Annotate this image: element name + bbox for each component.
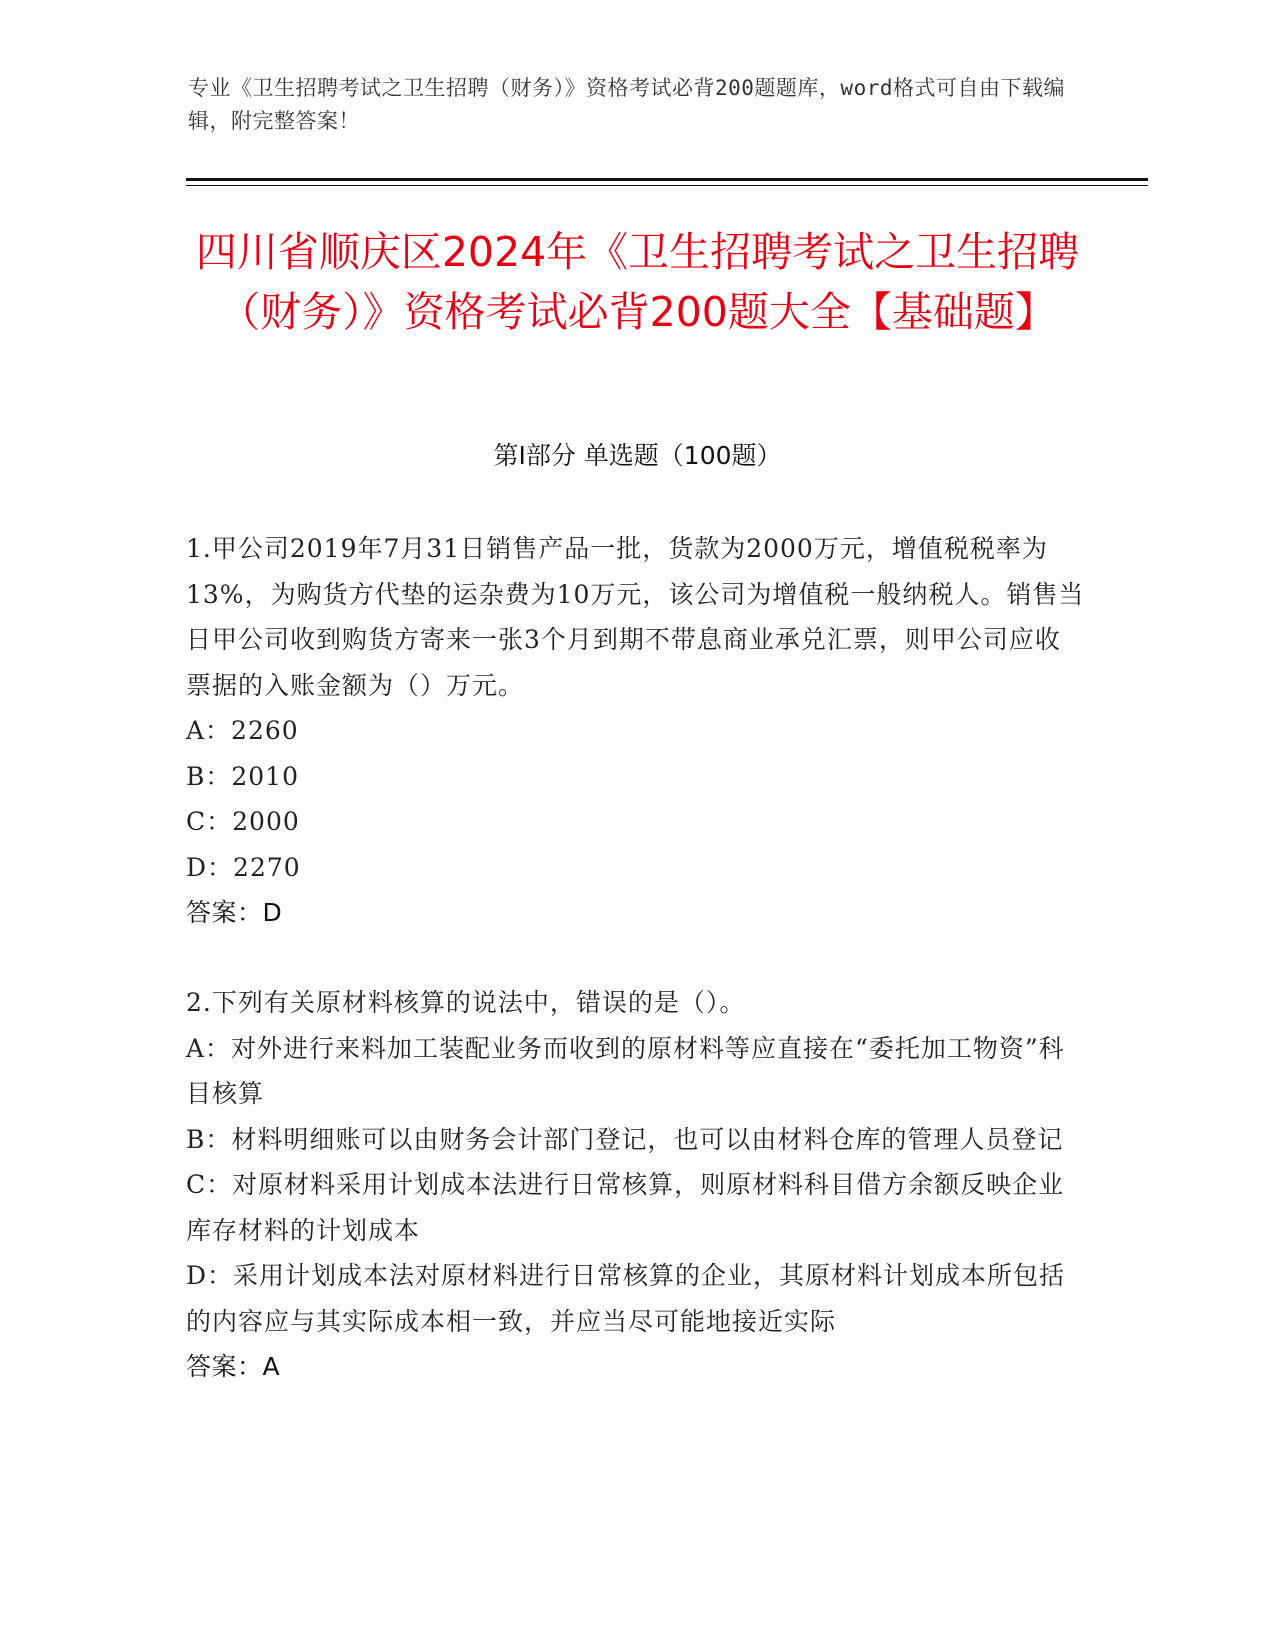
option-b: B：2010 [186, 761, 299, 791]
question-stem: 2.下列有关原材料核算的说法中，错误的是（）。 [186, 988, 746, 1017]
header-divider-thin [186, 185, 1148, 186]
option-b: B：材料明细账可以由财务会计部门登记，也可以由材料仓库的管理人员登记 [186, 1124, 1064, 1154]
question-1 [186, 526, 1086, 936]
section-heading: 第I部分 单选题（100题） [493, 441, 782, 470]
option-d: D：2270 [186, 852, 301, 882]
option-c: C：对原材料采用计划成本法进行日常核算，则原材料科目借方余额反映企业库存材料的计划成本 [186, 1170, 1065, 1245]
answer: 答案：D [186, 898, 283, 927]
option-a: A：对外进行来料加工装配业务而收到的原材料等应直接在“委托加工物资”科目核算 [186, 1033, 1065, 1108]
document-title: 四川省顺庆区2024年《卫生招聘考试之卫生招聘（财务）》资格考试必背200题大全【基础题】 [195, 228, 1080, 336]
option-c: C：2000 [186, 807, 300, 836]
question-2 [186, 980, 1086, 1390]
option-a: A：2260 [186, 716, 299, 745]
question-stem: 1.甲公司2019年7月31日销售产品一批，货款为2000万元，增值税税率为13%，为购货方代垫的运杂费为10万元，该公司为增值税一般纳税人。销售当日甲公司收到购货方寄来一张3个月到期不带息商业承兑汇票，则甲公司应收票据的入账金额为（）万元。 [186, 534, 1085, 700]
option-d: D：采用计划成本法对原材料进行日常核算的企业，其原材料计划成本所包括的内容应与其实际成本相一致，并应当尽可能地接近实际 [186, 1261, 1066, 1336]
header-divider-thick [186, 178, 1148, 181]
header-note: 专业《卫生招聘考试之卫生招聘（财务）》资格考试必背200题题库，word格式可自由下载编辑，附完整答案！ [188, 76, 1065, 133]
answer: 答案：A [186, 1352, 281, 1381]
